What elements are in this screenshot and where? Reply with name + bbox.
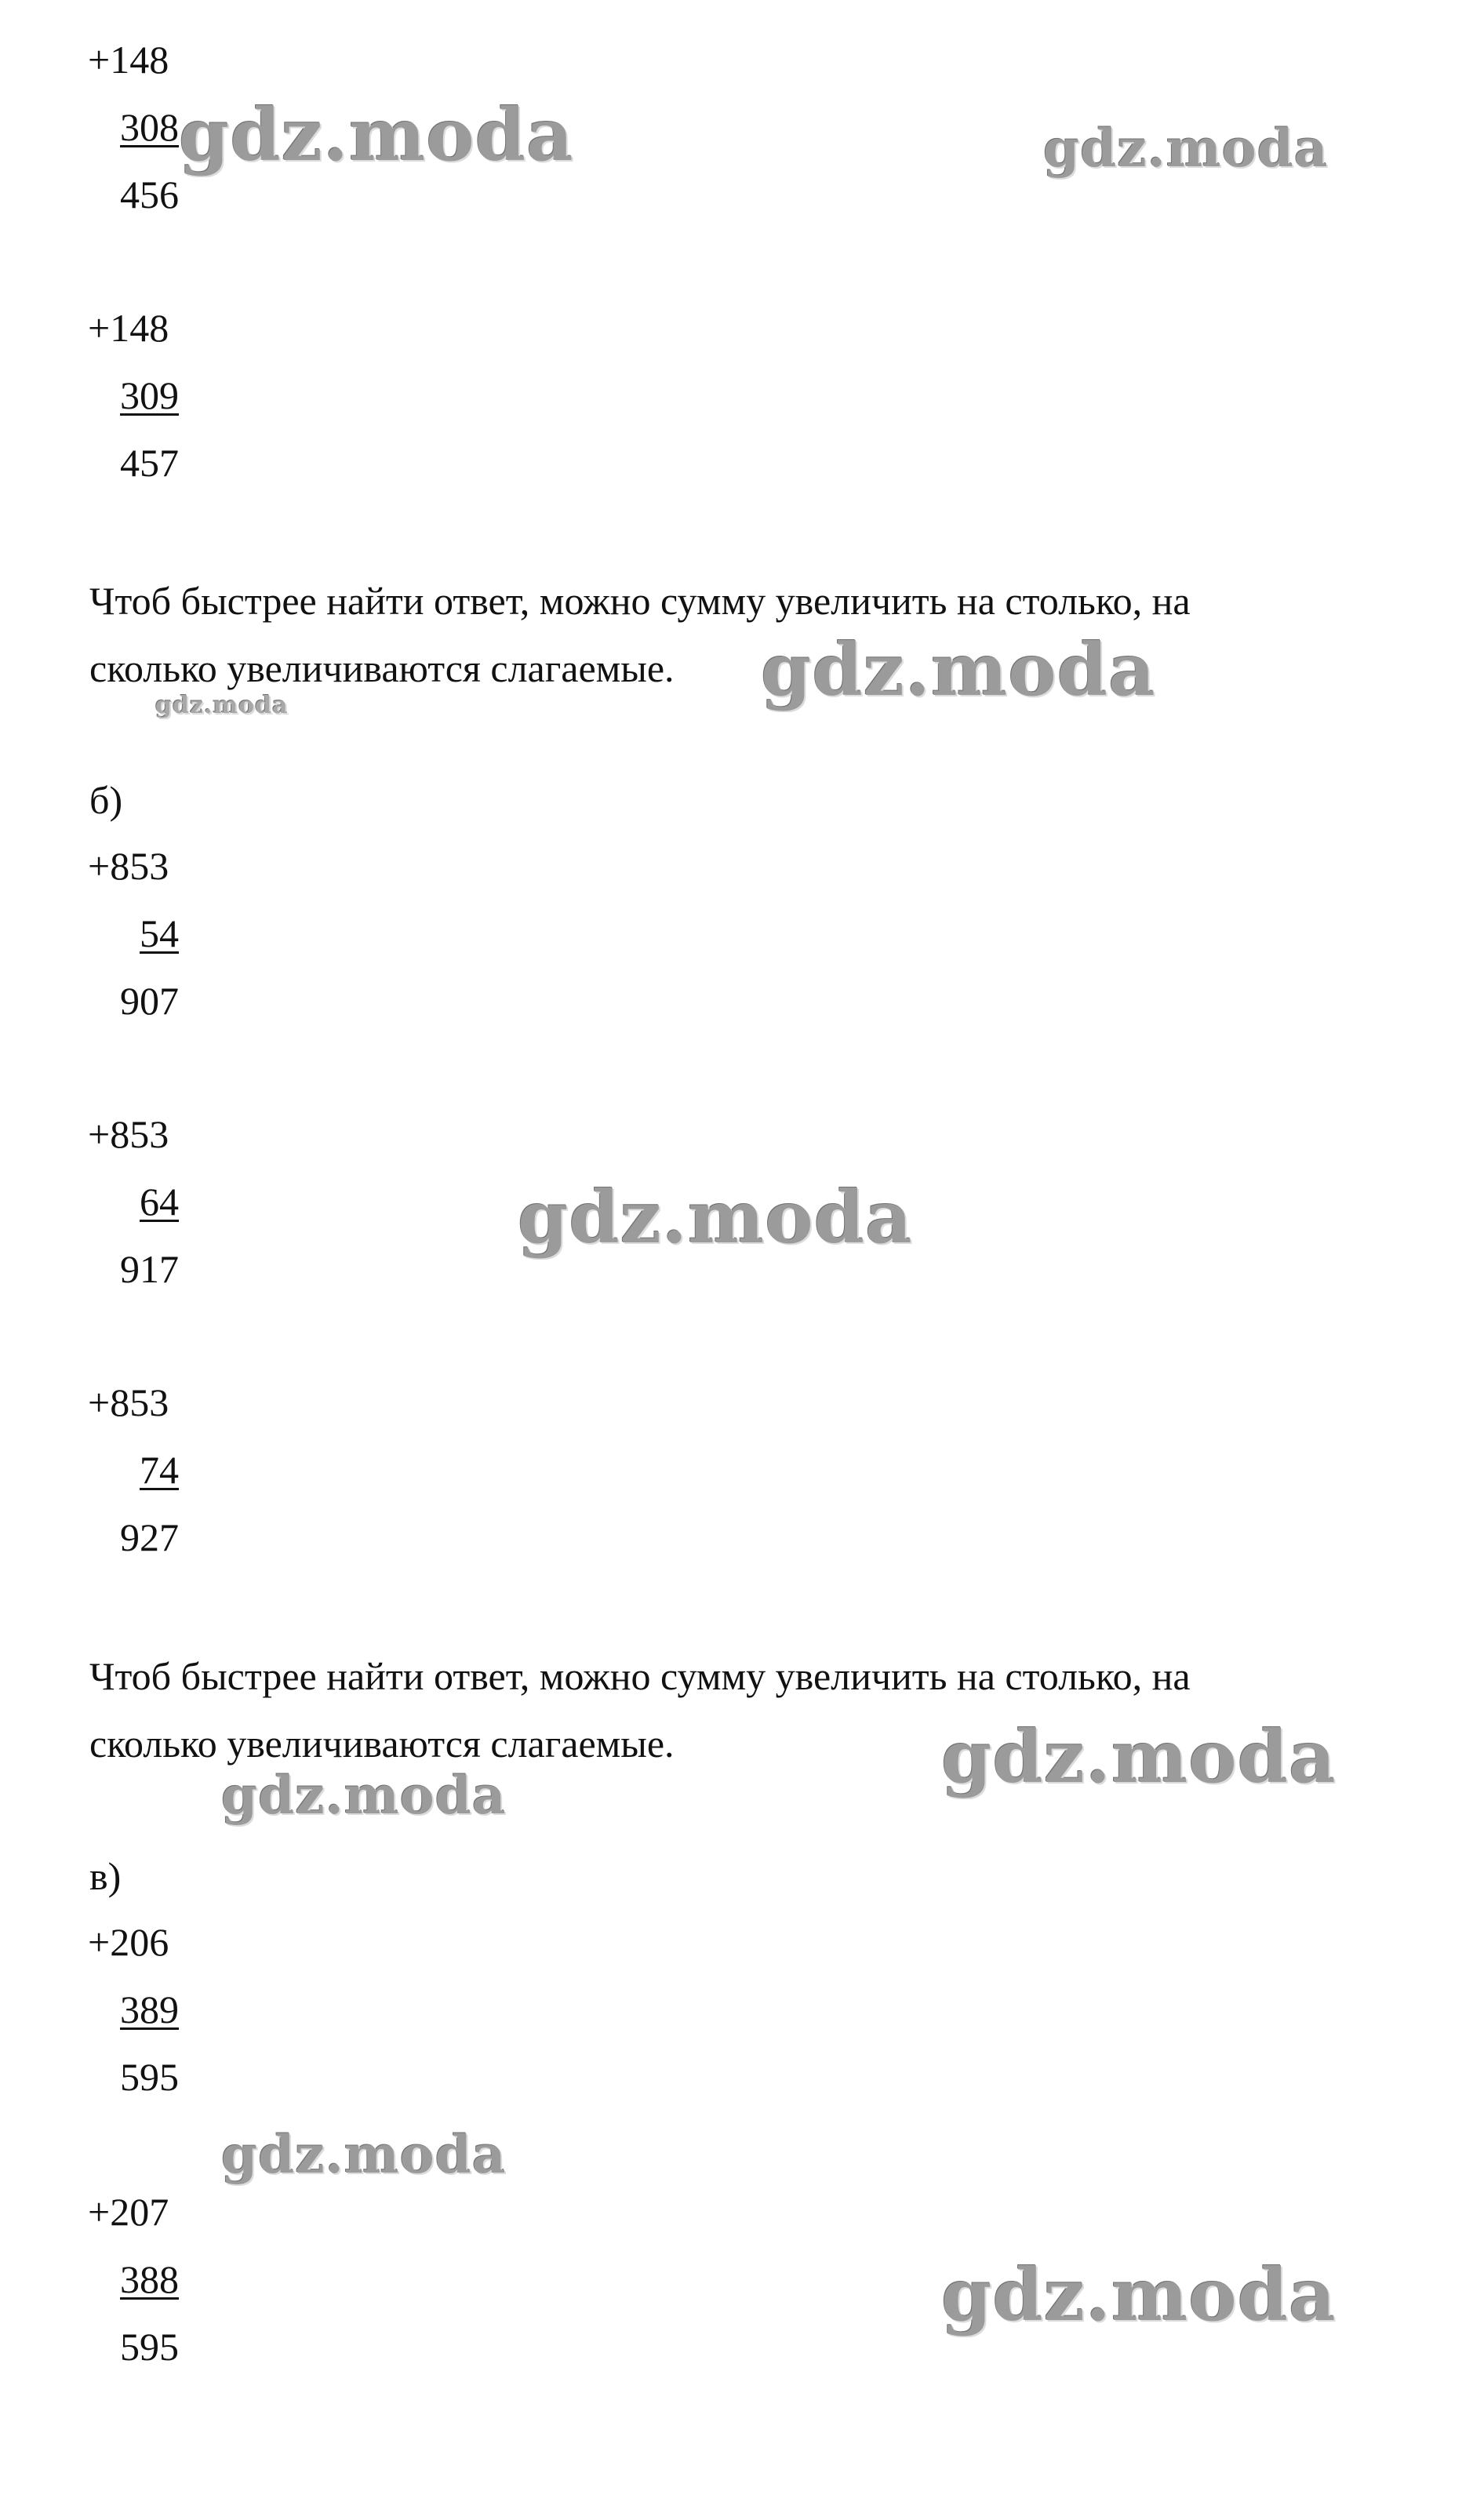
c-ex1-sum: 595 — [120, 2055, 179, 2099]
watermark-logo: gdz.moda — [1043, 118, 1329, 179]
a-note-line2: сколько увеличиваются слагаемые. — [89, 646, 675, 690]
a-ex2-addend2: 309 — [120, 373, 179, 417]
watermark-logo: gdz.moda — [941, 2253, 1337, 2337]
a-ex2-addend1: +148 — [88, 306, 169, 350]
c-ex2-addend1: +207 — [88, 2190, 169, 2234]
watermark-logo: gdz.moda — [155, 692, 289, 719]
b-note-line2: сколько увеличиваются слагаемые. — [89, 1722, 675, 1766]
b-note-line1: Чтоб быстрее найти ответ, можно сумму увеличить на столько, на — [89, 1654, 1191, 1698]
b-ex2-sum: 917 — [120, 1247, 179, 1291]
c-ex1-addend2: 389 — [120, 1987, 179, 2031]
b-ex2-addend2: 64 — [140, 1180, 179, 1224]
b-ex3-sum: 927 — [120, 1515, 179, 1559]
a-note-line1: Чтоб быстрее найти ответ, можно сумму увеличить на столько, на — [89, 579, 1191, 623]
watermark-logo: gdz.moda — [518, 1175, 913, 1260]
b-label: б) — [89, 778, 123, 822]
a-ex1-addend1: +148 — [88, 38, 169, 82]
b-ex3-addend1: +853 — [88, 1380, 169, 1424]
watermark-logo: gdz.moda — [179, 93, 574, 177]
a-ex1-addend2: 308 — [120, 105, 179, 149]
b-ex3-addend2: 74 — [140, 1448, 179, 1492]
b-ex1-sum: 907 — [120, 979, 179, 1023]
watermark-logo: gdz.moda — [941, 1715, 1337, 1799]
b-ex1-addend2: 54 — [140, 911, 179, 955]
watermark-logo: gdz.moda — [221, 1765, 507, 1826]
a-ex2-sum: 457 — [120, 441, 179, 485]
c-label: в) — [89, 1854, 122, 1898]
a-ex1-sum: 456 — [120, 173, 179, 216]
b-ex2-addend1: +853 — [88, 1112, 169, 1156]
c-ex2-sum: 595 — [120, 2325, 179, 2369]
watermark-logo: gdz.moda — [221, 2124, 507, 2185]
b-ex1-addend1: +853 — [88, 844, 169, 888]
c-ex1-addend1: +206 — [88, 1920, 169, 1964]
c-ex2-addend2: 388 — [120, 2257, 179, 2301]
watermark-logo: gdz.moda — [761, 627, 1156, 712]
